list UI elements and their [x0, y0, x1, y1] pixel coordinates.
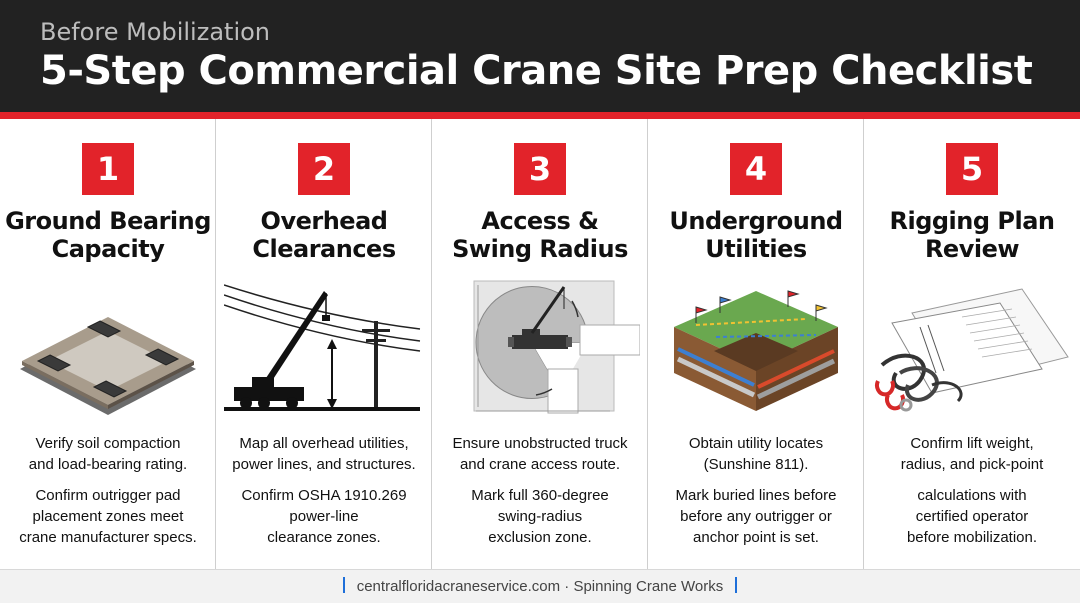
- accent-divider: [0, 112, 1080, 119]
- footer: [0, 569, 1080, 603]
- step-card-3: [432, 119, 648, 569]
- footer-credit: centralfloridacraneservice.com · Spinning Crane Works: [356, 578, 724, 595]
- rigging-plan-illustration: [872, 277, 1072, 417]
- step-card-2: [216, 119, 432, 569]
- steps-grid: [0, 119, 1080, 569]
- step-title-line: Clearances: [252, 235, 396, 263]
- step-number-badge: 1: [82, 143, 134, 195]
- step-description-line: Confirm lift weight,: [910, 435, 1034, 452]
- step-title: [648, 207, 864, 263]
- step-number-badge: 2: [298, 143, 350, 195]
- step-description: [220, 433, 428, 475]
- step-detail-line: anchor point is set.: [693, 529, 819, 546]
- step-detail-line: placement zones meet: [32, 508, 184, 525]
- step-description: [436, 433, 644, 475]
- underground-utilities-illustration: [656, 277, 856, 417]
- step-title: [0, 207, 216, 263]
- step-detail: [220, 485, 428, 548]
- step-description-line: radius, and pick-point: [900, 456, 1044, 473]
- step-description-line: Verify soil compaction: [35, 435, 181, 452]
- step-title-line: Ground Bearing: [5, 207, 211, 235]
- step-title-line: Overhead: [260, 207, 388, 235]
- step-description: [652, 433, 860, 475]
- step-title-line: Review: [924, 235, 1020, 263]
- step-detail-line: Confirm outrigger pad: [35, 487, 181, 504]
- step-detail-line: before any outrigger or: [680, 508, 832, 525]
- step-description-line: (Sunshine 811).: [703, 456, 809, 473]
- step-number-badge: 3: [514, 143, 566, 195]
- step-title-line: Rigging Plan: [889, 207, 1055, 235]
- step-description-line: and crane access route.: [459, 456, 621, 473]
- step-description-line: Ensure unobstructed truck: [452, 435, 628, 452]
- step-detail: [652, 485, 860, 548]
- step-description-line: and load-bearing rating.: [28, 456, 188, 473]
- step-title: [864, 207, 1080, 263]
- step-card-4: [648, 119, 864, 569]
- step-detail-line: clearance zones.: [267, 529, 381, 546]
- step-detail: [4, 485, 212, 548]
- step-title-line: Capacity: [51, 235, 165, 263]
- step-title-line: Utilities: [705, 235, 807, 263]
- step-detail-line: Mark buried lines before: [675, 487, 837, 504]
- step-detail-line: calculations with: [917, 487, 1027, 504]
- step-title-line: Access &: [481, 207, 599, 235]
- step-title: [432, 207, 648, 263]
- step-title-line: Underground: [669, 207, 843, 235]
- footer-accent-bar: [343, 577, 345, 593]
- step-detail-line: power-line: [289, 508, 359, 525]
- swing-radius-illustration: [440, 277, 640, 417]
- header-banner: [0, 0, 1080, 112]
- crane-powerline-illustration: [224, 277, 424, 417]
- footer-accent-bar: [735, 577, 737, 593]
- page-title: 5-Step Commercial Crane Site Prep Checklist: [40, 48, 1033, 94]
- step-number-badge: 5: [946, 143, 998, 195]
- header-subtitle: Before Mobilization: [40, 18, 271, 46]
- step-detail-line: certified operator: [915, 508, 1029, 525]
- step-detail-line: Confirm OSHA 1910.269: [241, 487, 407, 504]
- step-description-line: Obtain utility locates: [688, 435, 824, 452]
- step-description-line: power lines, and structures.: [232, 456, 416, 473]
- step-detail-line: swing-radius: [497, 508, 583, 525]
- step-detail-line: before mobilization.: [906, 529, 1038, 546]
- step-description: [868, 433, 1076, 475]
- step-card-5: [864, 119, 1080, 569]
- step-description-line: Map all overhead utilities,: [239, 435, 409, 452]
- step-card-1: [0, 119, 216, 569]
- step-title: [216, 207, 432, 263]
- step-detail-line: Mark full 360-degree: [471, 487, 609, 504]
- step-description: [4, 433, 212, 475]
- step-detail-line: crane manufacturer specs.: [19, 529, 197, 546]
- step-detail-line: exclusion zone.: [488, 529, 592, 546]
- step-title-line: Swing Radius: [452, 235, 628, 263]
- step-detail: [436, 485, 644, 548]
- step-number-badge: 4: [730, 143, 782, 195]
- ground-pads-illustration: [8, 277, 208, 417]
- step-detail: [868, 485, 1076, 548]
